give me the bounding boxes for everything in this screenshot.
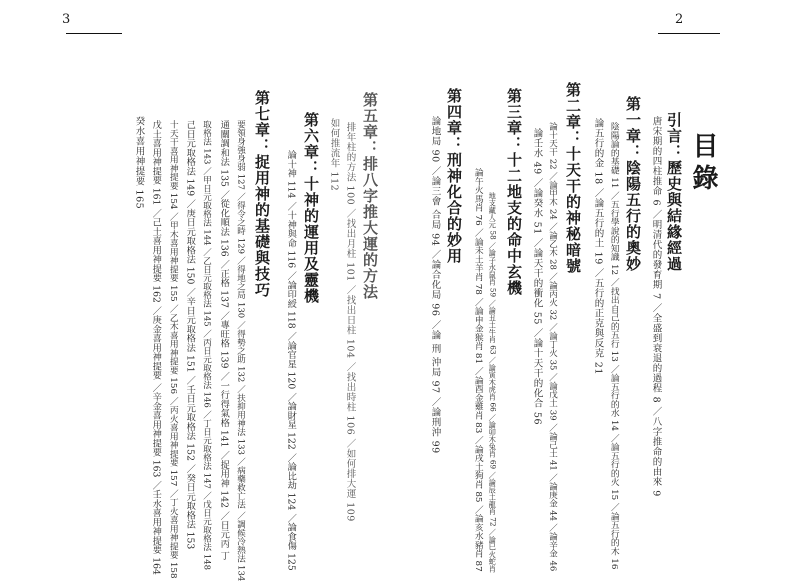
ch7-line-1: 要領身強身弱 127 ／得令之時 129 ／得地之局 130 ／得勢之助 132 ／扶抑用神法 133 ／病藥救亡法 ／調候冷熱法 134 bbox=[235, 120, 246, 582]
header-rule-right bbox=[658, 33, 720, 34]
page-number-right: 2 bbox=[675, 12, 684, 27]
ch7-line-3: 取格法 143 ／甲日元取格法 144 ／乙日元取格法 145 ／丙日元取格法 146 ／丁日元取格法 147 ／戊日元取格法 148 bbox=[201, 120, 212, 571]
ch7-line-2: 通關調和法 135 ／從化順法 136 ／正格 137 ／專旺格 139 ／一行得氣格 141 ／捉用神 142 ／日元丙 丁 bbox=[218, 120, 230, 561]
page-number-left: 3 bbox=[62, 12, 71, 27]
ch3-line-1: 地支藏人元 58 ／論子水鼠肖 59 ／論丑土牛肖 63 ／論寅木虎肖 66 ／論卯木兔肖 69 ／論辰土龍肖 72 ／論巳火蛇肖 bbox=[488, 192, 498, 573]
ch2-line-2: 論壬水 49 ／論癸水 51 ／論天干的衝化 55 ／論十天干的化合 56 bbox=[531, 128, 543, 425]
ch5-heading: 第五章：排八字推大運的方法 bbox=[361, 92, 379, 300]
ch7-heading: 第七章：捉用神的基礎與技巧 bbox=[253, 90, 271, 298]
ch6-heading: 第六章：十神的運用及靈機 bbox=[302, 112, 320, 304]
ch7-line-4: 己日元取格法 149 ／庚日元取格法 150 ／辛日元取格法 151 ／壬日元取格法 152 ／癸日元取格法 153 bbox=[184, 120, 196, 550]
ch2-heading: 第二章：十天干的神秘暗號 bbox=[564, 82, 582, 274]
ch7-line-7: 癸水喜用神提要 165 bbox=[133, 116, 145, 210]
ch5-line-2: 如何推流年 112 bbox=[328, 118, 340, 192]
ch1-line-2: 論五行的金 18 ／論五行的土 19 ／五行的正克與反克 21 bbox=[592, 118, 604, 375]
ch3-line-2: 論午火馬肖 76 ／論未土羊肖 78 ／論申金猴肖 81 ／論酉金雞肖 83 ／論戌土狗肖 85 ／論亥水豬肖 87 bbox=[472, 168, 483, 572]
ch7-line-6: 戊土喜用神提要 161 ／己土喜用神提要 162 ／庚金喜用神提要 ／辛金喜用神提要 163 ／壬水喜用神提要 164 bbox=[150, 120, 162, 575]
ch7-line-5: 十天干喜用神提要 154 ／甲木喜用神提要 155 ／乙木喜用神提要 156 ／丙火喜用神提要 157 ／丁火喜用神提要 158 bbox=[167, 120, 178, 579]
ch4-line-1: 論地局 90 ／論三會 合局 94 ／論合化局 96 ／論 刑 沖局 97 ／論刑沖 99 bbox=[429, 116, 441, 454]
header-rule-left bbox=[66, 33, 122, 34]
ch3-heading: 第三章：十二地支的命中玄機 bbox=[505, 88, 523, 296]
ch1-line-1: 陰陽論的基礎 11 ／五行學說的知識 12 ／找出自己的五行 13 ／論五行的水 14 ／論五行的火 15 ／論五行的木 16 bbox=[608, 122, 619, 570]
ch2-line-1: 論十天干 22 ／論甲木 24 ／論乙木 28 ／論丙火 32 ／論丁火 35 ／論戊土 39 ／論己土 41 ／論庚金 44 ／論辛金 46 bbox=[547, 122, 558, 572]
toc-title: 目錄 bbox=[688, 132, 718, 196]
ch1-heading: 第一章：陰陽五行的奧妙 bbox=[624, 96, 642, 272]
intro-line-1: 唐宋期的四柱推命 6 ／明清代的發育期 7 ／全盛到衰退的過程 8 ／八字推命的由來 9 bbox=[650, 116, 662, 497]
ch5-line-1: 排年柱的方法 100 ／找出月柱 101 ／找出日柱 104 ／找出時柱 106 ／如何排大運 109 bbox=[344, 122, 356, 522]
intro-heading: 引言：歷史與結緣經過 bbox=[665, 112, 683, 272]
ch6-line-1: 論十神 114 ／十神與命 116 ／論印綬 118 ／論官星 120 ／論財星 122 ／論比劫 124 ／論食傷 125 bbox=[285, 150, 297, 571]
ch4-heading: 第四章：刑神化合的妙用 bbox=[445, 88, 463, 264]
